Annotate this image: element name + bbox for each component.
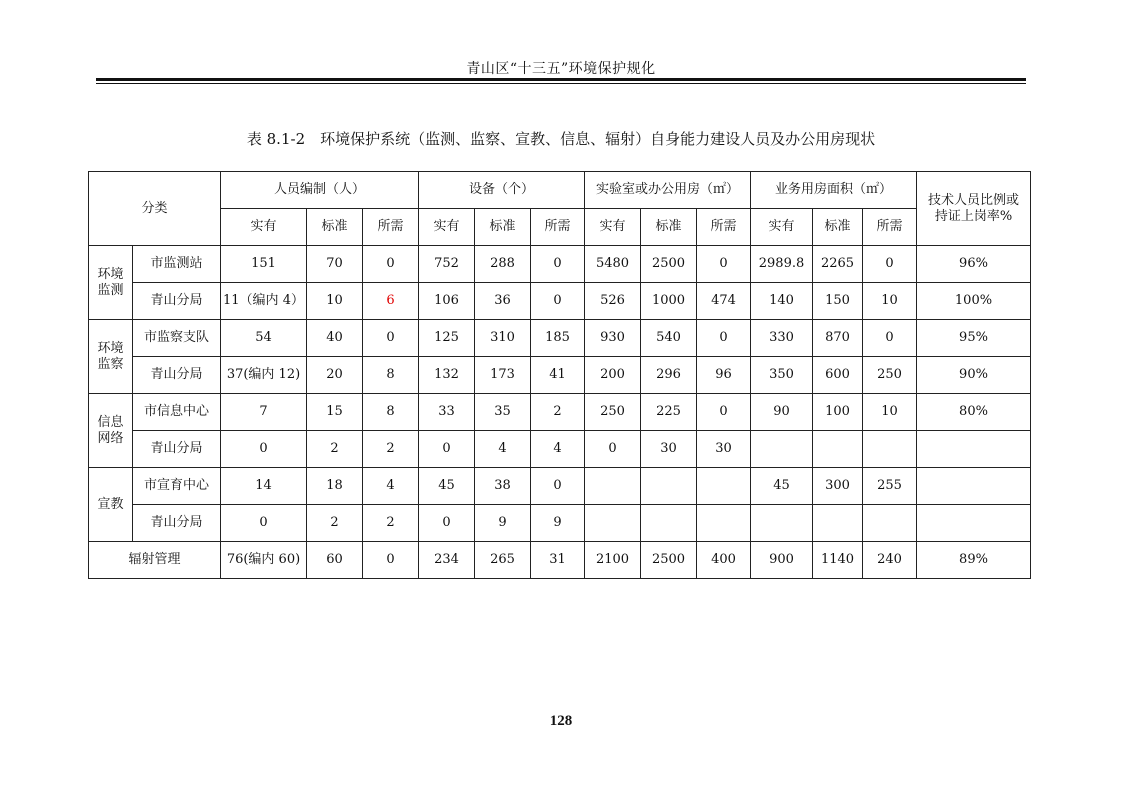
table-cell: 96 [697, 357, 751, 394]
subheader-cell: 标准 [813, 209, 863, 246]
table-cell: 41 [531, 357, 585, 394]
table-cell: 225 [641, 394, 697, 431]
group-label: 信息网络 [89, 394, 133, 468]
table-cell: 6 [363, 283, 419, 320]
unit-label: 青山分局 [133, 505, 221, 542]
table-cell: 151 [221, 246, 307, 283]
table-cell: 0 [697, 320, 751, 357]
table-cell: 33 [419, 394, 475, 431]
table-cell: 4 [363, 468, 419, 505]
table-cell: 540 [641, 320, 697, 357]
table-cell: 40 [307, 320, 363, 357]
table-cell: 185 [531, 320, 585, 357]
table-cell [641, 505, 697, 542]
table-cell: 10 [863, 283, 917, 320]
table-cell: 14 [221, 468, 307, 505]
table-cell: 0 [419, 505, 475, 542]
table-cell: 36 [475, 283, 531, 320]
table-cell: 70 [307, 246, 363, 283]
subheader-cell: 标准 [475, 209, 531, 246]
table-cell: 0 [221, 431, 307, 468]
table-cell: 288 [475, 246, 531, 283]
table-cell: 31 [531, 542, 585, 579]
table-cell: 54 [221, 320, 307, 357]
table-row-radiation [89, 542, 1031, 579]
table-cell: 5480 [585, 246, 641, 283]
subheader-cell: 实有 [419, 209, 475, 246]
table-cell: 250 [863, 357, 917, 394]
table-cell: 310 [475, 320, 531, 357]
table-cell [863, 431, 917, 468]
table-cell: 80% [917, 394, 1031, 431]
table-cell: 350 [751, 357, 813, 394]
table-row [89, 246, 1031, 283]
subheader-cell: 所需 [863, 209, 917, 246]
table-cell: 4 [531, 431, 585, 468]
unit-label: 市信息中心 [133, 394, 221, 431]
group-label: 环境监测 [89, 246, 133, 320]
table-cell: 870 [813, 320, 863, 357]
header-equipment: 设备（个） [419, 172, 585, 209]
table-cell: 330 [751, 320, 813, 357]
page-header-title: 青山区“十三五”环境保护规化 [466, 61, 656, 77]
table-cell [813, 505, 863, 542]
table-cell: 45 [751, 468, 813, 505]
table-cell: 90 [751, 394, 813, 431]
header-staff: 人员编制（人） [221, 172, 419, 209]
table-cell: 200 [585, 357, 641, 394]
table-row [89, 357, 1031, 394]
table-cell: 0 [585, 431, 641, 468]
table-cell: 0 [697, 394, 751, 431]
table-cell: 100 [813, 394, 863, 431]
table-cell: 15 [307, 394, 363, 431]
table-cell: 20 [307, 357, 363, 394]
header-tech-ratio: 技术人员比例或持证上岗率% [917, 172, 1031, 246]
table-cell: 600 [813, 357, 863, 394]
table-body [89, 246, 1031, 542]
header-business: 业务用房面积（㎡） [751, 172, 917, 209]
table-cell: 526 [585, 283, 641, 320]
table-cell [585, 468, 641, 505]
table-cell: 0 [363, 320, 419, 357]
table-cell: 930 [585, 320, 641, 357]
table-cell: 250 [585, 394, 641, 431]
table-cell: 2989.8 [751, 246, 813, 283]
header-category: 分类 [89, 172, 221, 246]
table-cell: 0 [419, 431, 475, 468]
table-cell: 2265 [813, 246, 863, 283]
table-cell: 300 [813, 468, 863, 505]
table-cell: 89% [917, 542, 1031, 579]
table-cell: 752 [419, 246, 475, 283]
table-cell: 2100 [585, 542, 641, 579]
table-cell: 0 [531, 246, 585, 283]
subheader-cell: 实有 [585, 209, 641, 246]
table-cell [917, 468, 1031, 505]
subheader-cell: 实有 [221, 209, 307, 246]
subheader-cell: 实有 [751, 209, 813, 246]
table-caption: 表 8.1-2 环境保护系统（监测、监察、宣教、信息、辐射）自身能力建设人员及办公用房现状 [246, 130, 876, 148]
table-cell: 10 [307, 283, 363, 320]
table-cell [917, 505, 1031, 542]
table-cell: 0 [363, 542, 419, 579]
table-row [89, 505, 1031, 542]
table-cell: 8 [363, 394, 419, 431]
table-cell: 7 [221, 394, 307, 431]
table-cell [863, 505, 917, 542]
subheader-cell: 所需 [531, 209, 585, 246]
table-cell: 10 [863, 394, 917, 431]
table-cell: 11（编内 4） [221, 283, 307, 320]
table-cell [813, 431, 863, 468]
subheader-cell: 标准 [641, 209, 697, 246]
table-cell: 37(编内 12) [221, 357, 307, 394]
table-cell: 76(编内 60) [221, 542, 307, 579]
table-cell: 9 [531, 505, 585, 542]
table-cell: 265 [475, 542, 531, 579]
table-cell: 2 [307, 431, 363, 468]
table-cell: 30 [641, 431, 697, 468]
table-cell: 150 [813, 283, 863, 320]
table-cell: 2 [307, 505, 363, 542]
table-cell: 0 [531, 468, 585, 505]
table-cell: 140 [751, 283, 813, 320]
table-cell: 1140 [813, 542, 863, 579]
table-cell [585, 505, 641, 542]
table-cell: 0 [863, 246, 917, 283]
header-row-2 [89, 209, 1031, 246]
table-cell: 900 [751, 542, 813, 579]
table-cell: 95% [917, 320, 1031, 357]
table-cell: 0 [863, 320, 917, 357]
table-cell: 255 [863, 468, 917, 505]
table-cell [751, 505, 813, 542]
unit-label: 市宣育中心 [133, 468, 221, 505]
table-cell: 240 [863, 542, 917, 579]
table-cell: 132 [419, 357, 475, 394]
table-cell: 0 [221, 505, 307, 542]
table-cell: 400 [697, 542, 751, 579]
table-cell: 4 [475, 431, 531, 468]
table-cell: 474 [697, 283, 751, 320]
header-rule [96, 78, 1026, 81]
table-cell: 125 [419, 320, 475, 357]
unit-label: 市监察支队 [133, 320, 221, 357]
capacity-table [88, 171, 1031, 579]
table-cell: 2500 [641, 542, 697, 579]
table-cell: 9 [475, 505, 531, 542]
table-cell: 0 [531, 283, 585, 320]
table-cell: 38 [475, 468, 531, 505]
table-cell [917, 431, 1031, 468]
header-lab: 实验室或办公用房（㎡） [585, 172, 751, 209]
subheader-cell: 所需 [697, 209, 751, 246]
table-cell: 0 [697, 246, 751, 283]
unit-label: 市监测站 [133, 246, 221, 283]
table-row [89, 283, 1031, 320]
table-cell: 2 [363, 431, 419, 468]
table-cell: 2 [531, 394, 585, 431]
table-cell: 45 [419, 468, 475, 505]
header-row-1 [89, 172, 1031, 209]
table-cell: 234 [419, 542, 475, 579]
table-row [89, 394, 1031, 431]
row-label-radiation: 辐射管理 [89, 542, 221, 579]
table-cell: 0 [363, 246, 419, 283]
table-cell: 1000 [641, 283, 697, 320]
table-cell: 173 [475, 357, 531, 394]
table-cell: 60 [307, 542, 363, 579]
table-row [89, 468, 1031, 505]
unit-label: 青山分局 [133, 357, 221, 394]
page-number: 128 [549, 713, 573, 729]
table-cell: 90% [917, 357, 1031, 394]
unit-label: 青山分局 [133, 431, 221, 468]
table-cell: 96% [917, 246, 1031, 283]
table-cell [641, 468, 697, 505]
group-label: 环境监察 [89, 320, 133, 394]
group-label: 宣教 [89, 468, 133, 542]
table-cell: 35 [475, 394, 531, 431]
table-cell: 2 [363, 505, 419, 542]
table-cell: 296 [641, 357, 697, 394]
header-rule-thin [96, 83, 1026, 84]
table-cell: 8 [363, 357, 419, 394]
table-cell: 18 [307, 468, 363, 505]
table-row [89, 320, 1031, 357]
table-row [89, 431, 1031, 468]
table-cell: 30 [697, 431, 751, 468]
table-cell [751, 431, 813, 468]
table-cell [697, 505, 751, 542]
table-cell: 2500 [641, 246, 697, 283]
table-cell: 106 [419, 283, 475, 320]
table-cell [697, 468, 751, 505]
subheader-cell: 标准 [307, 209, 363, 246]
table-cell: 100% [917, 283, 1031, 320]
unit-label: 青山分局 [133, 283, 221, 320]
subheader-cell: 所需 [363, 209, 419, 246]
